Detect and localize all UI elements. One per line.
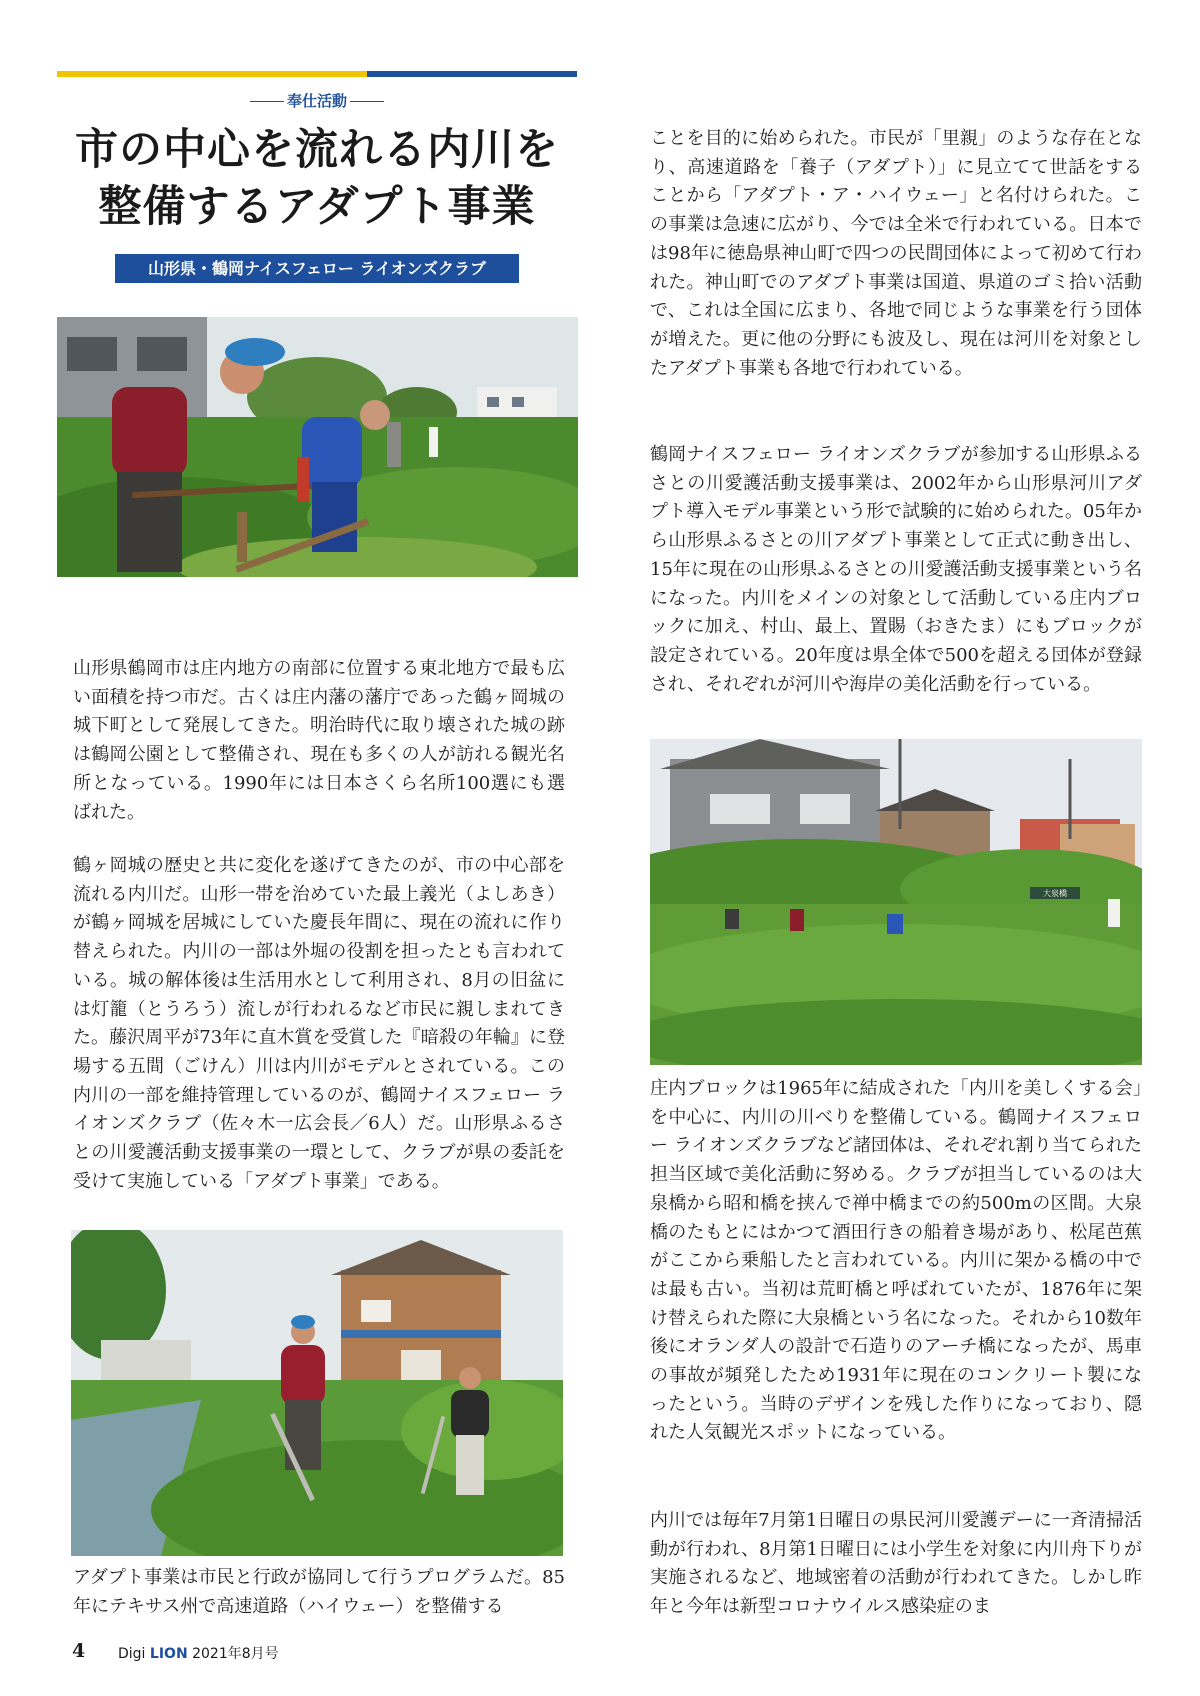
photo-members-weeding [57, 317, 578, 577]
paragraph-7: 内川では毎年7月第1日曜日の県民河川愛護デーに一斉清掃活動が行われ、8月第1日曜日には小学生を対象に内川舟下りが実施されるなど、地域密着の活動が行われてきた。しかし昨年と今年は新型コロナウイルス感染症のま [650, 1510, 1142, 1618]
magazine-issue: 2021年8月号 [192, 1646, 279, 1662]
photo-riverbank-houses [650, 739, 1142, 1065]
paragraph-1: 山形県鶴岡市は庄内地方の南部に位置する東北地方で最も広い面積を持つ市だ。古くは庄内藩の藩庁であった鶴ヶ岡城の城下町として発展してきた。明治時代に取り壊された城の跡は鶴岡公園として整備され、現在も多くの人が訪れる観光名所となっている。1990年には日本さくら名所100選にも選ばれた。 [73, 658, 565, 823]
page-number: 4 [72, 1640, 86, 1662]
magazine-footer [118, 1643, 279, 1663]
header-rule-blue [367, 71, 577, 77]
paragraph-6: 庄内ブロックは1965年に結成された「内川を美しくする会」を中心に、内川の川べりを整備している。鶴岡ナイスフェロー ライオンズクラブなど諸団体は、それぞれ割り当てられた担当区域で美化活動に努める。クラブが担当しているのは大泉橋から昭和橋を挟んで禅中橋までの約500mの区間。大泉橋のたもとにはかつて酒田行きの船着き場があり、松尾芭蕉がここから乗船したと言われている。内川に架かる橋の中では最も古い。当初は荒町橋と呼ばれていたが、1876年に架け替えられた際に大泉橋という名になった。それから10数年後にオランダ人の設計で石造りのアーチ橋になったが、馬車の事故が頻発したため1931年に現在のコンクリート製になったという。当時のデザインを残した作りになっており、隠れた人気観光スポットになっている。 [650, 1078, 1142, 1444]
paragraph-3: アダプト事業は市民と行政が協同して行うプログラムだ。85年にテキサス州で高速道路（ハイウェー）を整備する [73, 1567, 565, 1617]
section-label-text: 奉仕活動 [286, 92, 347, 110]
paragraph-2: 鶴ヶ岡城の歴史と共に変化を遂げてきたのが、市の中心部を流れる内川だ。山形一帯を治めていた最上義光（よしあき）が鶴ヶ岡城を居城にしていた慶長年間に、現在の流れに作り替えられた。内川の一部は外堀の役割を担ったとも言われている。城の解体後は生活用水として利用され、8月の旧盆には灯籠（とうろう）流しが行われるなど市民に親しまれてきた。藤沢周平が73年に直木賞を受賞した『暗殺の年輪』に登場する五間（ごけん）川は内川がモデルとされている。この内川の一部を維持管理しているのが、鶴岡ナイスフェロー ライオンズクラブ（佐々木一広会長／6人）だ。山形県ふるさとの川愛護活動支援事業の一環として、クラブが県の委託を受けて実施している「アダプト事業」である。 [73, 855, 565, 1192]
section-label-line-right [350, 101, 384, 102]
paragraph-5: 鶴岡ナイスフェロー ライオンズクラブが参加する山形県ふるさとの川愛護活動支援事業は、2002年から山形県河川アダプト導入モデル事業という形で試験的に始められた。05年から山形県ふるさとの川アダプト事業として正式に動き出し、15年に現在の山形県ふるさとの川愛護活動支援事業という名になった。内川をメインの対象として活動している庄内ブロックに加え、村山、最上、置賜（おきたま）にもブロックが設定されている。20年度は県全体で500を超える団体が登録され、それぞれが河川や海岸の美化活動を行っている。 [650, 444, 1142, 695]
section-label-line-left [250, 101, 284, 102]
article-title-line1: 市の中心を流れる内川を [75, 125, 559, 175]
article-title [57, 122, 577, 236]
club-name-banner: 山形県・鶴岡ナイスフェロー ライオンズクラブ [115, 254, 519, 283]
magazine-name: LION [149, 1646, 188, 1662]
section-label [57, 90, 577, 111]
photo-members-cutting-grass [71, 1230, 563, 1556]
magazine-prefix: Digi [118, 1646, 146, 1662]
header-rule [57, 71, 577, 77]
paragraph-4: ことを目的に始められた。市民が「里親」のような存在となり、高速道路を「養子（アダプト）」に見立てて世話をすることから「アダプト・ア・ハイウェー」と名付けられた。この事業は急速に広がり、今では全米で行われている。日本では98年に徳島県神山町で四つの民間団体によって初めて行われた。神山町でのアダプト事業は国道、県道のゴミ拾い活動で、これは全国に広まり、各地で同じような事業を行う団体が増えた。更に他の分野にも波及し、現在は河川を対象としたアダプト事業も各地で行われている。 [650, 128, 1142, 379]
riverside-sign-text: 大泉橋 [1043, 889, 1067, 898]
article-title-line2: 整備するアダプト事業 [98, 182, 536, 232]
header-rule-yellow [57, 71, 367, 77]
